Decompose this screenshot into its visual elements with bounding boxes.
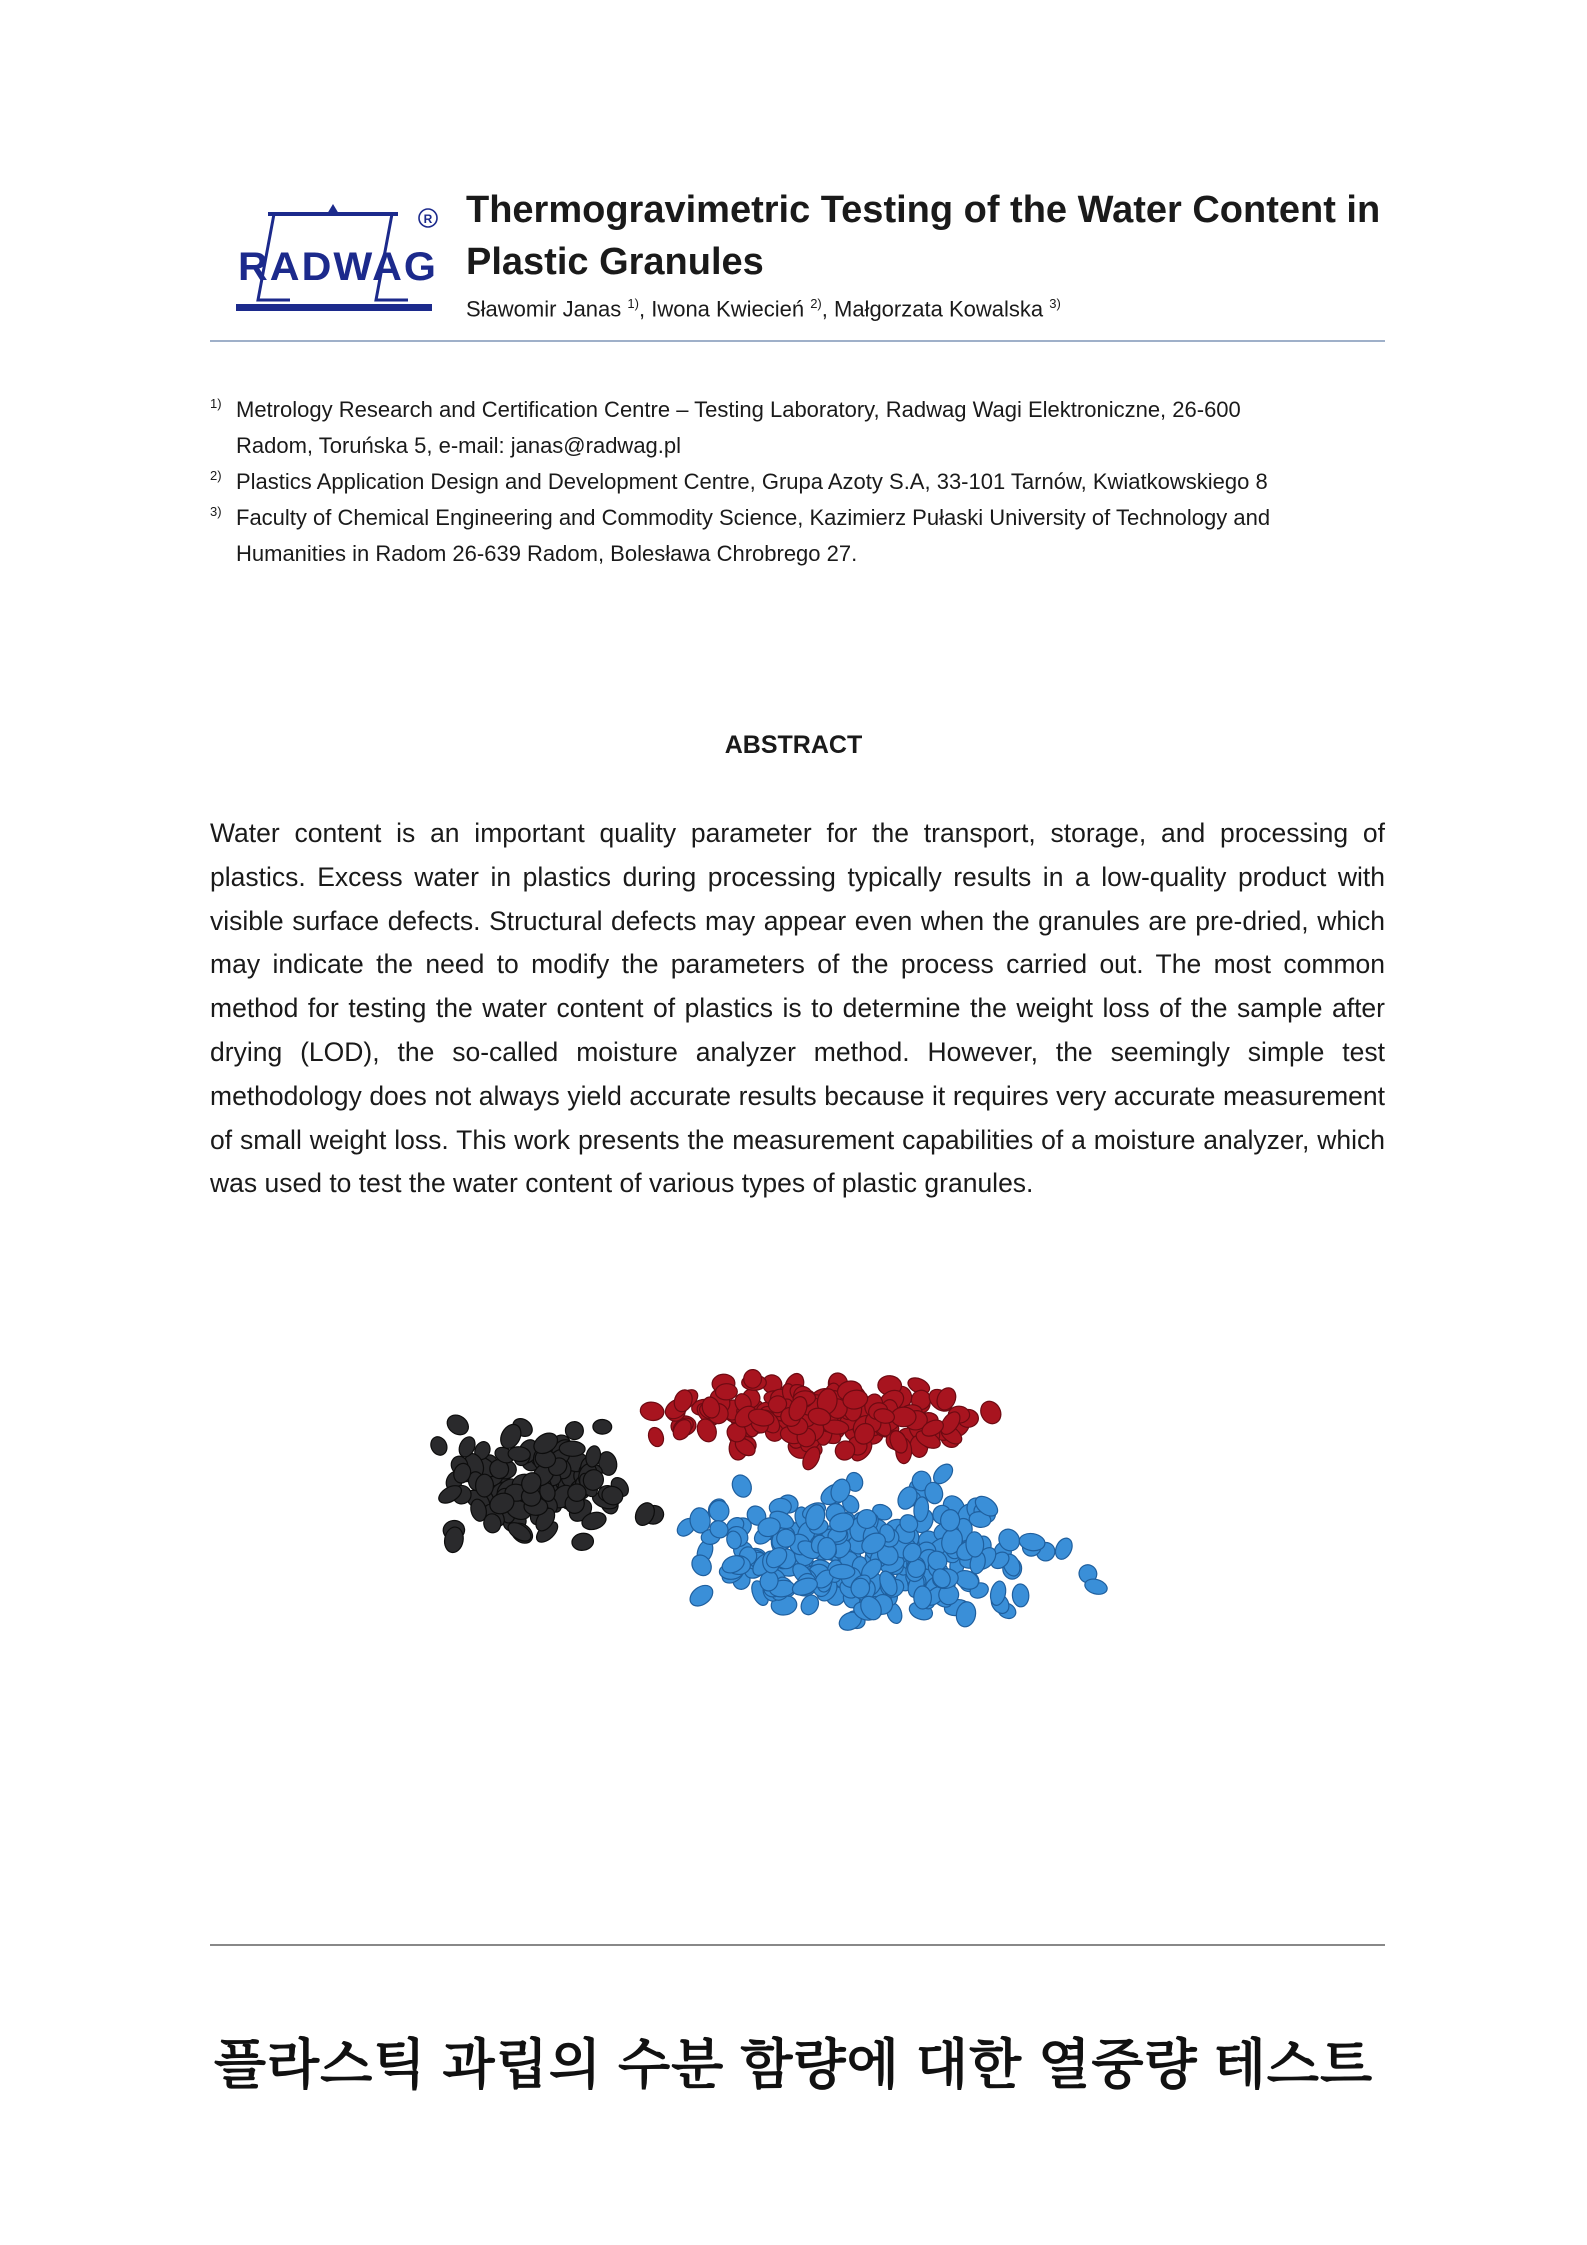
svg-text:R: R [423,212,433,226]
granule [428,1434,450,1458]
affiliation-marker: 2) [210,468,222,483]
affiliation-line: Faculty of Chemical Engineering and Commodity Science, Kazimierz Pułaski University of Technology and [236,505,1271,530]
korean-title: 플라스틱 과립의 수분 함량에 대한 열중량 테스트 [213,2035,1374,2095]
paper-title-line1: Thermogravimetric Testing of the Water Content in [466,189,1381,231]
affiliation-marker: 1) [210,396,222,411]
granule [977,1398,1005,1427]
affiliation-marker: 3) [210,504,222,519]
author-affil-ref: 3) [1049,296,1061,311]
author-name: Sławomir Janas [466,296,622,322]
granule [729,1472,755,1500]
granule [571,1532,595,1552]
granule [568,1484,586,1501]
radwag-logo [228,200,448,320]
plastic-granules-image [340,1345,1260,1765]
affiliation-line: Plastics Application Design and Development Centre, Grupa Azoty S.A, 33-101 Tarnów, Kwiatkowskiego 8 [236,469,1268,494]
affiliation-line: Humanities in Radom 26-639 Radom, Bolesława Chrobrego 27. [236,541,858,566]
author-list: Sławomir Janas $^{1)}$, Iwona Kwiecień $^{2)}$, Małgorzata Kowalska $^{3)}$ [466,296,1061,322]
affiliation-item [210,464,1385,500]
granule [829,1564,854,1579]
author-name: Małgorzata Kowalska [834,296,1044,322]
granule [1012,1584,1030,1608]
affiliations [210,392,1385,572]
footer-divider [210,1944,1385,1946]
header-divider [210,340,1385,342]
affiliation-item [210,500,1385,572]
author-affil-ref: 1) [627,296,639,311]
granule [639,1400,665,1422]
affiliation-line: Radom, Toruńska 5, e-mail: janas@radwag.pl [236,433,682,458]
paper-title-line2: Plastic Granules [466,241,764,283]
granule [913,1586,931,1610]
paper-title [466,184,1406,288]
abstract-text: Water content is an important quality parameter for the transport, storage, and processing of plastics. Excess water in plastics during processing typically results in a low-quality product with visible surface defects. Structural defects may appear even when the granules are pre-dried, which may indicate the need to modify the parameters of the process carried out. The most common method for testing the water content of plastics is to determine the weight loss of the sample after drying (LOD), the so-called moisture analyzer method. However, the seemingly simple test methodology does not always yield accurate results because it requires very accurate measurement of small weight loss. This work presents the measurement capabilities of a moisture analyzer, which was used to test the water content of various types of plastic granules. [210,818,1385,1199]
granule [1052,1535,1075,1562]
svg-text:RADWAG: RADWAG [238,245,438,289]
granule [686,1581,717,1610]
granule [593,1419,612,1434]
granule [715,1383,737,1400]
granule [559,1441,585,1457]
granule [443,1411,472,1439]
author-affil-ref: 2) [810,296,822,311]
affiliation-item [210,392,1385,464]
author-name: Iwona Kwiecień [651,296,805,322]
granule [646,1425,666,1448]
granule [475,1474,493,1497]
affiliation-line: Metrology Research and Certification Centre – Testing Laboratory, Radwag Wagi Elektroniczne, 26-600 [236,397,1241,422]
abstract-heading: ABSTRACT [724,731,863,759]
